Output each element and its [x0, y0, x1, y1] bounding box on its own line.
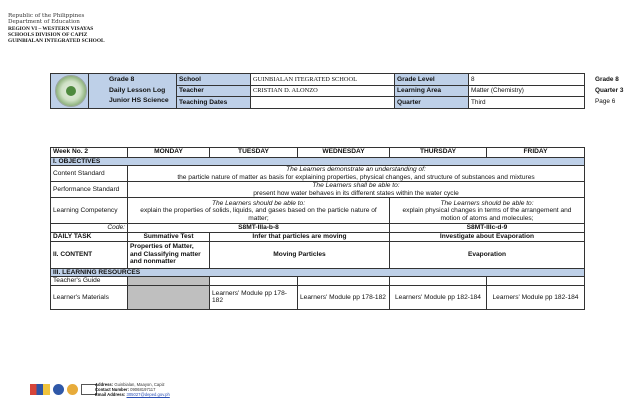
resources-heading: III. LEARNING RESOURCES [51, 268, 585, 277]
performance-standard-lead: The Learners shall be able to: [312, 182, 400, 190]
division-seal-icon [67, 384, 78, 395]
competency-text-1: explain the properties of solids, liquids, and gases based on the particle nature of matter; [140, 207, 377, 222]
footer-contact [95, 382, 170, 398]
address-value: Guinbialan, Maayon, Capiz [114, 382, 165, 387]
school-value: GUINBIALAN ITEGRATED SCHOOL [251, 74, 395, 86]
content-standard-label: Content Standard [51, 166, 128, 182]
grade-title: Grade 8 [109, 76, 135, 83]
subject-title: Junior HS Science [109, 97, 169, 104]
daily-task-label: DAILY TASK [51, 233, 128, 242]
materials-wednesday: Learners' Module pp 178-182 [298, 285, 390, 309]
competency-lead-2: The Learners should be able to: [440, 199, 534, 207]
content-standard-text: the particle nature of matter as basis for explaining properties, physical changes, and structure of substances and mixtures [177, 173, 535, 181]
content-standard-lead: The Learners demonstrate an understanding of: [286, 166, 426, 174]
content-monday: Properties of Matter, and Classifying matter and nonmatter [128, 241, 210, 268]
school-seal-icon [55, 75, 87, 107]
guide-wednesday [298, 277, 390, 286]
content-standard-cell [128, 166, 585, 182]
day-monday: MONDAY [128, 148, 210, 158]
task-tue-wed: Infer that particles are moving [210, 233, 390, 242]
side-page: Page 6 [595, 98, 616, 105]
contact-label: Contact Number: [95, 387, 129, 393]
learning-competency-label: Learning Competency [51, 198, 128, 224]
task-monday: Summative Test [128, 233, 210, 242]
address-label: Address: [95, 382, 114, 387]
footer-logos [30, 384, 97, 395]
teacher-value: CRISTIAN D. ALONZO [251, 85, 395, 97]
performance-standard-cell [128, 182, 585, 198]
materials-thursday: Learners' Module pp 182-184 [390, 285, 487, 309]
content-thu-fri: Evaporation [390, 241, 585, 268]
competency-lead-1: The Learners should be able to: [211, 199, 306, 207]
region-text: REGION VI – WESTERN VISAYAS [8, 25, 94, 32]
teaching-dates-label: Teaching Dates [177, 97, 251, 109]
day-thursday: THURSDAY [390, 148, 487, 158]
dll-info-table [50, 73, 585, 109]
guide-monday [128, 277, 210, 286]
school-logo-cell [51, 74, 89, 109]
bagong-pilipinas-logo-icon [30, 384, 50, 395]
day-header-row [51, 148, 585, 158]
competency-cell-1 [128, 198, 390, 224]
code-2: S8MT-IIIc-d-9 [390, 224, 585, 233]
materials-tuesday: Learners' Module pp 178-182 [210, 285, 298, 309]
deped-letterhead [8, 13, 105, 44]
teaching-dates-value [251, 97, 395, 109]
competency-text-2: explain physical changes in terms of the arrangement and motion of atoms and molecules; [402, 207, 572, 222]
code-label: Code: [51, 224, 128, 233]
code-1: S8MT-IIIa-b-8 [128, 224, 390, 233]
contact-value: 09068197117 [130, 387, 156, 393]
department-text: Department of Education [8, 19, 80, 26]
grade-level-value: 8 [469, 74, 585, 86]
objectives-heading: I. OBJECTIVES [51, 157, 585, 166]
materials-friday: Learners' Module pp 182-184 [487, 285, 585, 309]
grade-title-cell [89, 74, 177, 109]
division-text: SCHOOLS DIVISION OF CAPIZ [8, 31, 88, 38]
republic-text: Republic of the Philippines [8, 13, 85, 19]
log-title: Daily Lesson Log [109, 86, 166, 94]
quarter-label: Quarter [395, 97, 469, 109]
day-friday: FRIDAY [487, 148, 585, 158]
performance-standard-text: present how water behaves in its different states within the water cycle [253, 189, 459, 197]
email-label: Email Address: [95, 392, 126, 398]
content-tue-wed: Moving Particles [210, 241, 390, 268]
day-tuesday: TUESDAY [210, 148, 298, 158]
day-wednesday: WEDNESDAY [298, 148, 390, 158]
learning-area-value: Matter (Chemistry) [469, 85, 585, 97]
content-label: II. CONTENT [51, 241, 128, 268]
task-thu-fri: Investigate about Evaporation [390, 233, 585, 242]
guide-tuesday [210, 277, 298, 286]
quarter-value: Third [469, 97, 585, 109]
side-grade: Grade 8 [595, 76, 619, 83]
email-link[interactable]: 305027@deped.gov.ph [126, 392, 170, 398]
side-quarter: Quarter 3 [595, 87, 624, 94]
learners-materials-label: Learner's Materials [51, 285, 128, 309]
competency-cell-2 [390, 198, 585, 224]
dll-main-table [50, 147, 585, 310]
school-header-text: GUINBIALAN INTEGRATED SCHOOL [8, 37, 105, 44]
materials-monday [128, 285, 210, 309]
guide-thursday [390, 277, 487, 286]
guide-friday [487, 277, 585, 286]
school-label: School [177, 74, 251, 86]
deped-seal-icon [53, 384, 64, 395]
learning-area-label: Learning Area [395, 85, 469, 97]
teachers-guide-label: Teacher's Guide [51, 277, 128, 286]
performance-standard-label: Performance Standard [51, 182, 128, 198]
week-label: Week No. 2 [51, 148, 128, 158]
grade-level-label: Grade Level [395, 74, 469, 86]
teacher-label: Teacher [177, 85, 251, 97]
